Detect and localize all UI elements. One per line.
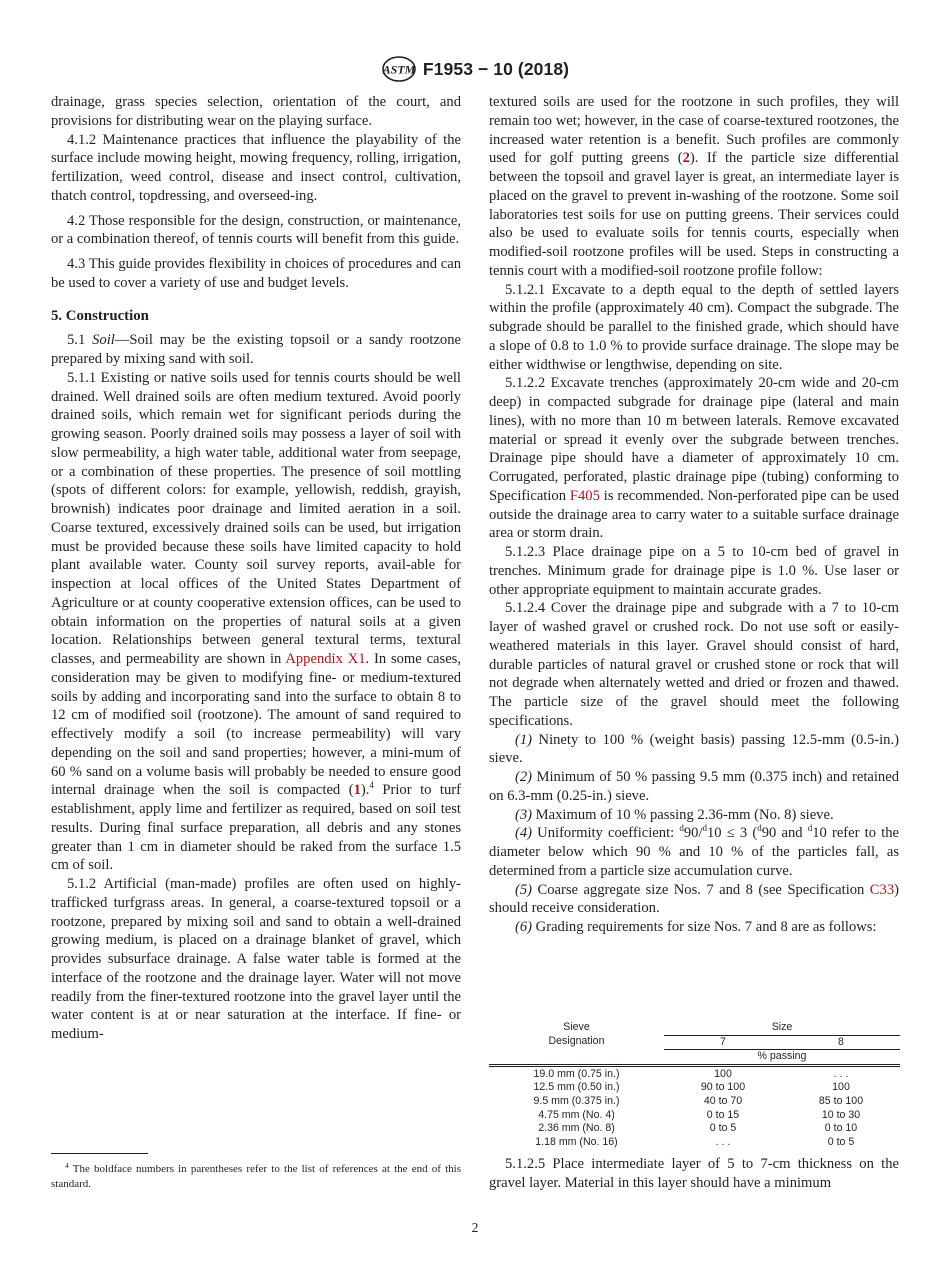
- item-number: (4): [515, 825, 533, 842]
- table-row: [489, 1136, 900, 1150]
- paragraph-5-1-2-3: 5.1.2.3 Place drainage pipe on a 5 to 10-cm bed of gravel in trenches. Minimum grade for drainage pipe is 1.0 %. Use laser or other appropriate equipment to maintain accurate grades.: [489, 544, 899, 598]
- paragraph-5-1-2-2: [489, 374, 899, 543]
- paragraph-text: Prior to turf establishment, apply lime and fertilizer as required, based on soil test results. During final surface preparation, all debris and any stones greater than 1 cm in diameter should be raked from the surface 1.5 cm of soil.: [51, 782, 461, 874]
- appendix-x1-link[interactable]: Appendix X1: [285, 651, 366, 667]
- section-heading-construction: 5. Construction: [51, 307, 149, 324]
- cell-sieve: 19.0 mm (0.75 in.): [533, 1067, 620, 1080]
- cell-size-8: 10 to 30: [821, 1108, 861, 1121]
- paragraph-text: 5.1.2.2 Excavate trenches (approximately 20-cm wide and 20-cm deep) in compacted subgrade for drainage pipe (lateral and main lines), with no more than 10 m between laterals. Remove excavated material or spread it evenly over the subgrade between trenches. Drainage pipe should have a diameter of approximately 10 cm. Corrugated, perforated, plastic drainage pipe (tubing) conforming to Specification: [489, 375, 899, 504]
- paragraph-4-2: 4.2 Those responsible for the design, construction, or maintenance, or a combination thereof, of tennis courts will benefit from this guide.: [51, 212, 461, 248]
- header-size-7: 7: [664, 1035, 782, 1050]
- cell-size-7: 0 to 5: [709, 1122, 737, 1135]
- header-sieve-line1: Sieve: [563, 1021, 590, 1033]
- spec-item-2: [489, 768, 899, 806]
- document-id: F1953 − 10 (2018): [422, 58, 570, 79]
- item-number: (6): [515, 919, 533, 935]
- right-column: [489, 93, 899, 937]
- item-text: 10 ≤ 3 (: [707, 825, 758, 842]
- specification-f405-link[interactable]: F405: [569, 487, 600, 504]
- item-text: 90 and: [761, 825, 808, 842]
- paragraph-number: 5.1: [67, 332, 93, 349]
- item-text: ) should receive consideration.: [489, 881, 899, 917]
- spec-item-3: [489, 806, 899, 825]
- item-text: Ninety to 100 % (weight basis) passing 12.5-mm (0.5-in.) sieve.: [489, 731, 899, 767]
- paragraph-text: ). If the particle size differential between the topsoil and gravel layer is great, an intermediate layer is placed on the gravel to prevent in-washing of the rootzone. Some soil laboratories test soils for use on putting greens. Their services could also be used to evaluate soils for tennis courts, especially when modified-soil rootzone profiles will be used. Steps in constructing a tennis court with a modified-soil rootzone profile follow:: [489, 150, 899, 279]
- page-header: [0, 56, 950, 82]
- paragraph-5-1-2-1: 5.1.2.1 Excavate to a depth equal to the depth of settled layers within the profile (approximately 40 cm). Compact the subgrade. The subgrade should be parallel to the finished grade, which should have a slope of 0.8 to 1.0 % to provide surface drainage. The slope may be either widthwise or lengthwise, depending on site.: [489, 281, 899, 373]
- header-sieve-designation: [489, 1021, 664, 1065]
- subscript-d: d: [757, 823, 762, 834]
- cell-sieve: 9.5 mm (0.375 in.): [533, 1094, 620, 1107]
- paragraph-5-1: [51, 331, 461, 369]
- subscript-d: d: [702, 823, 707, 834]
- cell-size-8: 0 to 10: [824, 1122, 858, 1135]
- paragraph-5-1-1: [51, 369, 461, 875]
- paragraph-text: is recommended. Non-perforated pipe can be used outside the drainage area to carry water to a suitable surface drainage area or storm drain.: [489, 487, 899, 542]
- spec-item-4: [489, 824, 899, 880]
- footnote-4: [51, 1162, 461, 1192]
- astm-logo-icon: [381, 56, 417, 82]
- item-number: (3): [515, 806, 533, 823]
- spec-item-6: [489, 918, 899, 937]
- right-column-after-table: [489, 1155, 899, 1193]
- spec-item-5: [489, 881, 899, 919]
- paragraph-text: textured soils are used for the rootzone in such profiles, they will remain too wet; however, in the case of coarse-textured rootzones, the increased water retention is a benefit. Such profiles are commonly used for golf putting greens (: [489, 94, 899, 167]
- reference-1-link[interactable]: 1: [353, 782, 361, 799]
- cell-size-8: . . .: [833, 1067, 849, 1080]
- header-sieve-line2: Designation: [548, 1034, 605, 1047]
- paragraph-text: . In some cases, consideration may be given to modifying fine- or medium-textured soils by adding and incorporating sand into the surface to obtain 8 to 12 cm of modified soil (rootzone). The amount of sand required to effectively modify a soil (to increase permeability) will vary depending on the soil and sand properties; however, a mini-mum of 60 % sand on a volume basis will probably be needed to ensure good internal drainage when the soil is compacted (: [51, 651, 462, 799]
- item-text: Maximum of 10 % passing 2.36-mm (No. 8) sieve.: [532, 806, 834, 823]
- cell-size-7: 100: [714, 1067, 732, 1080]
- paragraph-5-1-2: 5.1.2 Artificial (man-made) profiles are often used on highly-trafficked turfgrass areas. In general, a coarse-textured topsoil or a rootzone, prepared by mixing soil and sand to obtain a well-drained growing medium, is placed on a drainage blanket of gravel, which provides subsurface drainage. A false water table is formed at the interface of the rootzone and the drainage layer. Water will not move readily from the finer-textured rootzone into the gravel layer until the water content is at or near saturation at the interface. If fine- or medium-: [51, 876, 461, 1042]
- table-row: [489, 1095, 900, 1109]
- item-text: 10 refer to the diameter below which 90 % and 10 % of the particles fall, as determined from a particle size accumulation curve.: [489, 825, 899, 879]
- paragraph-4-3: 4.3 This guide provides flexibility in choices of procedures and can be used to cover a variety of use and budget levels.: [51, 256, 461, 291]
- cell-size-7: 0 to 15: [706, 1108, 740, 1121]
- header-size-8: 8: [782, 1035, 900, 1050]
- table-row: [489, 1109, 900, 1123]
- cell-size-8: 85 to 100: [818, 1094, 864, 1107]
- page-number: 2: [471, 1220, 479, 1235]
- cell-size-8: 100: [832, 1081, 850, 1094]
- term-soil: Soil: [92, 332, 115, 349]
- item-text: Uniformity coefficient:: [532, 825, 680, 842]
- paragraph-text: —Soil may be the existing topsoil or a sandy rootzone prepared by mixing sand with soil.: [51, 332, 461, 367]
- grading-requirements-table: [489, 1021, 900, 1149]
- item-number: (2): [515, 769, 533, 785]
- subscript-d: d: [807, 823, 813, 834]
- header-size: Size: [664, 1021, 900, 1035]
- cell-size-7: 40 to 70: [703, 1094, 743, 1107]
- footnote-divider: [51, 1153, 148, 1154]
- footnote-text: The boldface numbers in parentheses refer to the list of references at the end of this standard.: [51, 1163, 461, 1190]
- footnote-number: 4: [65, 1161, 69, 1170]
- footnote-4-marker[interactable]: 4: [369, 780, 374, 791]
- paragraph-5-1-2-5: 5.1.2.5 Place intermediate layer of 5 to 7-cm thickness on the gravel layer. Material in this layer should have a minimum: [489, 1156, 899, 1191]
- item-text: 90/: [683, 825, 703, 842]
- spec-item-1: [489, 731, 899, 769]
- paragraph-5-1-2-continued: [489, 93, 899, 281]
- cell-sieve: 2.36 mm (No. 8): [538, 1122, 615, 1135]
- table-header-row: [489, 1021, 900, 1035]
- table-row: [489, 1065, 900, 1081]
- specification-c33-link[interactable]: C33: [869, 881, 895, 898]
- cell-sieve: 4.75 mm (No. 4): [538, 1108, 615, 1121]
- cell-size-7: . . .: [715, 1135, 731, 1148]
- paragraph-4-1-2: 4.1.2 Maintenance practices that influence the playability of the surface include mowing height, mowing frequency, rolling, irrigation, fertilization, weed control, disease and insect control, cultivation, thatch control, topdressing, and overseed-ing.: [51, 131, 461, 204]
- item-number: (1): [515, 731, 533, 748]
- cell-sieve: 1.18 mm (No. 16): [535, 1135, 618, 1148]
- reference-2-link[interactable]: 2: [682, 150, 690, 167]
- paragraph-text: ).: [360, 782, 370, 799]
- table-row: [489, 1122, 900, 1136]
- item-text: Grading requirements for size Nos. 7 and 8 are as follows:: [532, 919, 877, 935]
- svg-text:ASTM: ASTM: [382, 62, 416, 77]
- paragraph-4-1-1-continued: drainage, grass species selection, orientation of the court, and provisions for distributing wear on the playing surface.: [51, 94, 461, 129]
- header-percent-passing: % passing: [664, 1050, 900, 1066]
- item-text: Minimum of 50 % passing 9.5 mm (0.375 inch) and retained on 6.3-mm (0.25-in.) sieve.: [489, 769, 899, 804]
- cell-size-8: 0 to 5: [827, 1135, 855, 1148]
- cell-sieve: 12.5 mm (0.50 in.): [533, 1081, 620, 1094]
- left-column: [51, 93, 461, 1044]
- item-text: Coarse aggregate size Nos. 7 and 8 (see Specification: [532, 881, 870, 898]
- item-number: (5): [515, 881, 533, 898]
- cell-size-7: 90 to 100: [700, 1081, 746, 1094]
- paragraph-text: 5.1.1 Existing or native soils used for tennis courts should be well drained. Well drained soils are often medium textured. Avoid poorly drained soils, which remain wet for significant periods during the growing season. Poorly drained soils may possess a layer of soil with slow permeability, a high water table, additional water from seepage, or a combination of these properties. The presence of soil mottling (spots of different colors: for example, yellowish, reddish, grayish, brownish) indicates poor drainage and limited aeration in a soil. Coarse textured, excessively drained soils can be used, but irrigation must be provided because these soils have limited capacity to hold plant available water. County soil survey reports, avail-able for inspection at local offices of the United States Department of Agriculture or at county cooperative extension offices, can be used to obtain information on the properties of natural soils at a given location. Relationships between general textural terms, textural classes, and permeability are shown in: [51, 369, 461, 667]
- table-row: [489, 1081, 900, 1095]
- subscript-d: d: [679, 823, 684, 834]
- paragraph-5-1-2-4: 5.1.2.4 Cover the drainage pipe and subgrade with a 7 to 10-cm layer of washed gravel or crushed rock. Do not use soft or easily-weathered materials in this layer. Gravel should consist of hard, durable particles of natural gravel or crushed stone or rock that will not degrade when alternately wetted and dried or frozen and thawed. The particle size of the gravel should meet the following specifications.: [489, 600, 899, 729]
